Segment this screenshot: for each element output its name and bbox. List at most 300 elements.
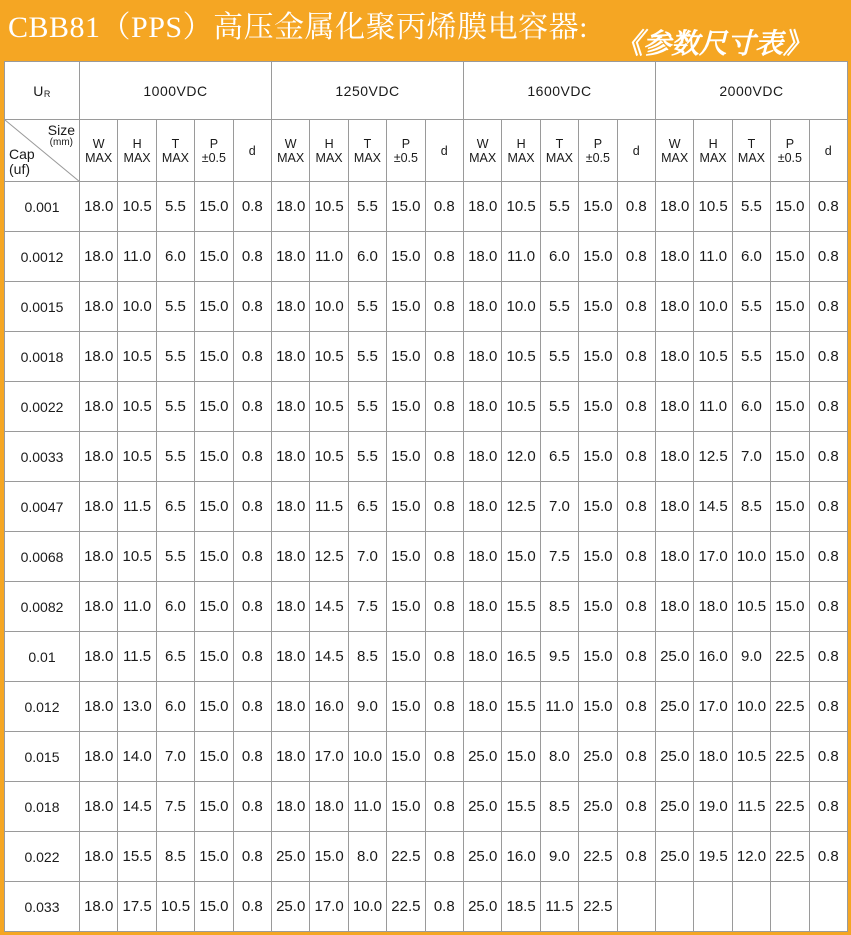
capacitance-cell: 0.022 xyxy=(5,832,80,882)
table-cell: 18.0 xyxy=(272,382,310,432)
table-cell: 18.0 xyxy=(464,632,502,682)
table-cell: 15.0 xyxy=(195,682,233,732)
table-cell: 15.0 xyxy=(195,832,233,882)
table-cell: 0.8 xyxy=(809,282,847,332)
table-cell: 0.8 xyxy=(617,282,655,332)
column-header-top: T xyxy=(747,136,756,151)
column-header-top: P xyxy=(209,136,219,151)
table-cell: 5.5 xyxy=(732,282,770,332)
table-cell: 15.0 xyxy=(195,732,233,782)
column-header-bottom: MAX xyxy=(661,150,689,165)
table-cell: 15.0 xyxy=(387,632,425,682)
table-cell: 5.5 xyxy=(156,332,194,382)
table-cell: 5.5 xyxy=(540,382,578,432)
column-header xyxy=(656,120,694,182)
capacitance-cell: 0.01 xyxy=(5,632,80,682)
table-row xyxy=(5,632,848,682)
column-header xyxy=(579,120,617,182)
capacitance-cell: 0.0022 xyxy=(5,382,80,432)
table-cell: 5.5 xyxy=(156,182,194,232)
column-header xyxy=(540,120,578,182)
table-cell: 7.5 xyxy=(348,582,386,632)
voltage-header-row xyxy=(5,62,848,120)
table-cell: 15.0 xyxy=(195,632,233,682)
table-cell: 18.0 xyxy=(80,382,118,432)
table-cell: 17.0 xyxy=(310,732,348,782)
table-cell: 15.0 xyxy=(387,582,425,632)
spec-table-container xyxy=(4,61,847,932)
column-header-top: P xyxy=(785,136,795,151)
table-cell: 18.0 xyxy=(80,782,118,832)
table-cell: 10.5 xyxy=(694,332,732,382)
table-cell: 8.0 xyxy=(348,832,386,882)
table-cell: 0.8 xyxy=(233,732,271,782)
table-cell: 6.0 xyxy=(348,232,386,282)
table-cell: 0.8 xyxy=(425,332,463,382)
column-header-bottom: MAX xyxy=(507,150,535,165)
table-cell: 18.0 xyxy=(272,432,310,482)
column-header-bottom: MAX xyxy=(353,150,382,165)
table-cell: 15.0 xyxy=(579,182,617,232)
column-header-top: T xyxy=(555,136,564,151)
table-cell: 18.0 xyxy=(80,282,118,332)
table-cell: 0.8 xyxy=(233,382,271,432)
table-cell: 15.0 xyxy=(195,482,233,532)
column-header-top: W xyxy=(668,136,681,151)
table-cell: 8.5 xyxy=(348,632,386,682)
column-header-top: d xyxy=(440,143,448,158)
cap-label xyxy=(9,147,35,177)
table-cell: 18.0 xyxy=(272,632,310,682)
table-cell: 18.0 xyxy=(80,732,118,782)
table-cell: 10.5 xyxy=(694,182,732,232)
table-cell: 15.0 xyxy=(195,432,233,482)
table-cell: 6.5 xyxy=(156,632,194,682)
table-cell: 10.5 xyxy=(732,582,770,632)
table-cell: 6.5 xyxy=(156,482,194,532)
ur-sub: R xyxy=(43,88,51,99)
table-cell: 0.8 xyxy=(425,482,463,532)
table-cell: 0.8 xyxy=(809,732,847,782)
table-cell: 0.8 xyxy=(809,432,847,482)
table-cell: 14.5 xyxy=(118,782,156,832)
column-header xyxy=(425,120,463,182)
page-header xyxy=(0,0,851,60)
column-header xyxy=(809,120,847,182)
table-cell: 15.0 xyxy=(387,182,425,232)
capacitance-cell: 0.015 xyxy=(5,732,80,782)
table-cell: 22.5 xyxy=(579,882,617,932)
table-cell xyxy=(809,882,847,932)
table-cell: 25.0 xyxy=(656,832,694,882)
table-cell: 15.0 xyxy=(579,232,617,282)
table-cell: 18.0 xyxy=(656,582,694,632)
table-cell: 0.8 xyxy=(233,182,271,232)
column-header-bottom: ±0.5 xyxy=(201,150,226,165)
table-cell: 6.0 xyxy=(156,682,194,732)
table-row xyxy=(5,182,848,232)
table-cell: 15.0 xyxy=(771,282,809,332)
table-cell: 5.5 xyxy=(732,332,770,382)
table-cell: 12.0 xyxy=(502,432,540,482)
table-cell: 15.0 xyxy=(310,832,348,882)
table-row xyxy=(5,732,848,782)
column-header-top: T xyxy=(363,136,372,151)
table-row xyxy=(5,332,848,382)
table-cell: 8.5 xyxy=(540,782,578,832)
table-cell: 15.0 xyxy=(579,582,617,632)
table-cell: 5.5 xyxy=(348,332,386,382)
table-cell: 0.8 xyxy=(233,682,271,732)
capacitance-cell: 0.012 xyxy=(5,682,80,732)
table-cell: 15.5 xyxy=(118,832,156,882)
column-header-bottom: MAX xyxy=(469,150,497,165)
column-header-bottom: ±0.5 xyxy=(777,150,802,165)
column-header-bottom: ±0.5 xyxy=(393,150,418,165)
table-cell: 0.8 xyxy=(809,482,847,532)
table-cell: 15.0 xyxy=(579,632,617,682)
table-cell: 0.8 xyxy=(233,782,271,832)
table-row xyxy=(5,782,848,832)
table-cell: 15.0 xyxy=(579,482,617,532)
table-cell: 15.0 xyxy=(387,332,425,382)
cap-text: Cap xyxy=(9,146,35,162)
table-cell: 0.8 xyxy=(425,232,463,282)
table-cell: 15.0 xyxy=(195,282,233,332)
table-cell: 18.0 xyxy=(80,832,118,882)
table-cell: 18.0 xyxy=(272,782,310,832)
table-cell: 0.8 xyxy=(425,182,463,232)
table-cell: 0.8 xyxy=(809,832,847,882)
table-cell: 5.5 xyxy=(348,382,386,432)
table-cell: 15.0 xyxy=(387,782,425,832)
table-cell: 18.0 xyxy=(656,182,694,232)
table-cell: 15.0 xyxy=(771,332,809,382)
table-cell: 15.0 xyxy=(195,582,233,632)
table-cell: 22.5 xyxy=(771,732,809,782)
table-cell: 18.0 xyxy=(656,532,694,582)
table-cell: 18.5 xyxy=(502,882,540,932)
table-cell: 22.5 xyxy=(771,682,809,732)
table-cell: 0.8 xyxy=(809,632,847,682)
column-header-bottom: MAX xyxy=(277,150,305,165)
table-cell: 0.8 xyxy=(617,182,655,232)
table-cell: 10.5 xyxy=(310,182,348,232)
column-header-bottom: MAX xyxy=(545,150,574,165)
table-cell: 18.0 xyxy=(80,182,118,232)
table-cell: 25.0 xyxy=(656,632,694,682)
table-cell: 6.0 xyxy=(732,232,770,282)
column-header-top: T xyxy=(171,136,180,151)
column-header-top: H xyxy=(132,136,142,151)
table-cell: 0.8 xyxy=(617,232,655,282)
table-cell: 18.0 xyxy=(656,432,694,482)
table-cell: 18.0 xyxy=(80,682,118,732)
table-cell: 11.0 xyxy=(118,232,156,282)
mm-label: (mm) xyxy=(49,137,73,148)
table-cell: 8.5 xyxy=(732,482,770,532)
column-header-top: H xyxy=(516,136,526,151)
table-cell: 18.0 xyxy=(272,682,310,732)
table-cell: 15.0 xyxy=(195,332,233,382)
size-label: Size xyxy=(47,122,75,138)
table-cell: 0.8 xyxy=(425,882,463,932)
table-cell: 9.0 xyxy=(348,682,386,732)
table-cell: 11.0 xyxy=(694,232,732,282)
table-cell: 10.0 xyxy=(348,732,386,782)
table-cell: 18.0 xyxy=(80,882,118,932)
table-cell xyxy=(771,882,809,932)
table-cell: 15.0 xyxy=(387,532,425,582)
table-cell: 0.8 xyxy=(233,632,271,682)
table-cell: 15.0 xyxy=(771,232,809,282)
table-cell: 10.0 xyxy=(502,282,540,332)
table-cell: 0.8 xyxy=(809,782,847,832)
table-cell: 16.0 xyxy=(694,632,732,682)
table-cell: 15.0 xyxy=(195,232,233,282)
table-cell: 18.0 xyxy=(80,482,118,532)
capacitance-cell: 0.0047 xyxy=(5,482,80,532)
voltage-header: 2000VDC xyxy=(656,62,848,120)
table-cell: 0.8 xyxy=(233,832,271,882)
table-cell: 10.5 xyxy=(310,382,348,432)
table-cell: 18.0 xyxy=(464,282,502,332)
table-cell: 10.5 xyxy=(502,382,540,432)
table-cell: 0.8 xyxy=(425,382,463,432)
table-cell: 6.0 xyxy=(156,232,194,282)
table-cell: 18.0 xyxy=(464,682,502,732)
table-cell: 0.8 xyxy=(809,532,847,582)
table-cell: 10.5 xyxy=(118,332,156,382)
table-cell: 5.5 xyxy=(540,282,578,332)
table-cell: 6.0 xyxy=(732,382,770,432)
column-header-top: d xyxy=(632,143,640,158)
table-cell: 15.0 xyxy=(771,432,809,482)
column-header xyxy=(310,120,348,182)
table-row xyxy=(5,532,848,582)
table-row xyxy=(5,432,848,482)
table-cell: 10.0 xyxy=(732,682,770,732)
rated-voltage-label xyxy=(5,62,80,120)
table-cell: 22.5 xyxy=(387,882,425,932)
table-cell: 25.0 xyxy=(656,682,694,732)
table-cell: 7.5 xyxy=(156,782,194,832)
column-header-bottom: ±0.5 xyxy=(585,150,610,165)
table-row xyxy=(5,682,848,732)
table-cell: 15.0 xyxy=(387,382,425,432)
column-header xyxy=(732,120,770,182)
table-cell: 15.0 xyxy=(387,482,425,532)
table-cell: 0.8 xyxy=(617,632,655,682)
column-header-top: H xyxy=(708,136,718,151)
capacitance-cell: 0.0018 xyxy=(5,332,80,382)
table-cell: 0.8 xyxy=(233,582,271,632)
table-cell: 0.8 xyxy=(425,532,463,582)
table-cell: 0.8 xyxy=(617,782,655,832)
table-cell: 22.5 xyxy=(579,832,617,882)
table-cell: 18.0 xyxy=(656,282,694,332)
column-header-row xyxy=(5,120,848,182)
column-header-top: d xyxy=(248,143,256,158)
table-cell: 18.0 xyxy=(80,632,118,682)
table-cell: 10.5 xyxy=(310,332,348,382)
table-cell: 0.8 xyxy=(809,682,847,732)
column-header-bottom: MAX xyxy=(699,150,727,165)
table-cell: 6.0 xyxy=(156,582,194,632)
table-cell: 18.0 xyxy=(694,732,732,782)
table-cell: 10.0 xyxy=(694,282,732,332)
ur-main: U xyxy=(33,82,44,99)
table-cell: 18.0 xyxy=(464,532,502,582)
table-cell: 0.8 xyxy=(425,782,463,832)
table-cell: 17.0 xyxy=(694,532,732,582)
table-cell: 8.0 xyxy=(540,732,578,782)
column-header xyxy=(118,120,156,182)
table-body xyxy=(5,182,848,932)
table-cell: 11.0 xyxy=(540,682,578,732)
table-cell xyxy=(732,882,770,932)
table-cell: 22.5 xyxy=(771,832,809,882)
table-cell: 0.8 xyxy=(425,582,463,632)
column-header xyxy=(80,120,118,182)
table-cell: 10.5 xyxy=(502,182,540,232)
capacitance-cell: 0.0082 xyxy=(5,582,80,632)
column-header-top: P xyxy=(401,136,411,151)
table-cell: 15.0 xyxy=(195,782,233,832)
table-cell: 18.0 xyxy=(656,382,694,432)
table-cell: 18.0 xyxy=(80,432,118,482)
table-cell: 0.8 xyxy=(617,832,655,882)
table-cell: 5.5 xyxy=(540,332,578,382)
table-cell: 25.0 xyxy=(464,882,502,932)
table-cell: 18.0 xyxy=(80,532,118,582)
table-cell: 5.5 xyxy=(348,182,386,232)
capacitance-cell: 0.0068 xyxy=(5,532,80,582)
table-cell: 10.5 xyxy=(310,432,348,482)
column-header-top: W xyxy=(284,136,297,151)
table-cell: 15.0 xyxy=(502,732,540,782)
table-cell: 25.0 xyxy=(464,732,502,782)
table-cell: 15.0 xyxy=(579,382,617,432)
column-header xyxy=(771,120,809,182)
table-cell: 10.5 xyxy=(118,382,156,432)
table-cell: 25.0 xyxy=(464,782,502,832)
table-cell: 7.0 xyxy=(348,532,386,582)
corner-header xyxy=(5,120,80,182)
table-cell: 14.0 xyxy=(118,732,156,782)
table-row xyxy=(5,232,848,282)
table-cell: 13.0 xyxy=(118,682,156,732)
table-cell: 9.0 xyxy=(732,632,770,682)
voltage-header: 1000VDC xyxy=(80,62,272,120)
table-cell: 18.0 xyxy=(464,582,502,632)
column-header-bottom: MAX xyxy=(123,150,151,165)
table-cell: 18.0 xyxy=(272,482,310,532)
table-cell: 18.0 xyxy=(80,332,118,382)
table-cell: 15.5 xyxy=(502,782,540,832)
column-header-top: W xyxy=(92,136,105,151)
table-cell: 15.0 xyxy=(771,532,809,582)
table-cell: 15.0 xyxy=(771,582,809,632)
table-cell: 18.0 xyxy=(694,582,732,632)
table-cell: 25.0 xyxy=(464,832,502,882)
table-cell: 9.5 xyxy=(540,632,578,682)
table-cell: 15.0 xyxy=(195,182,233,232)
table-cell: 10.0 xyxy=(310,282,348,332)
table-cell: 18.0 xyxy=(310,782,348,832)
table-cell: 25.0 xyxy=(656,782,694,832)
table-cell: 7.0 xyxy=(732,432,770,482)
table-cell: 25.0 xyxy=(656,732,694,782)
table-cell: 18.0 xyxy=(656,332,694,382)
table-cell: 8.5 xyxy=(156,832,194,882)
table-cell: 0.8 xyxy=(617,432,655,482)
page-subtitle: 《参数尺寸表》 xyxy=(614,29,811,60)
table-cell: 10.5 xyxy=(732,732,770,782)
table-cell: 0.8 xyxy=(425,632,463,682)
table-cell: 0.8 xyxy=(233,432,271,482)
table-cell: 17.5 xyxy=(118,882,156,932)
table-cell: 15.0 xyxy=(387,232,425,282)
voltage-header: 1600VDC xyxy=(464,62,656,120)
table-cell: 0.8 xyxy=(233,482,271,532)
table-cell: 9.0 xyxy=(540,832,578,882)
column-header-top: W xyxy=(476,136,489,151)
table-cell: 10.0 xyxy=(732,532,770,582)
table-cell: 15.0 xyxy=(579,432,617,482)
table-cell: 6.5 xyxy=(540,432,578,482)
capacitance-cell: 0.0033 xyxy=(5,432,80,482)
table-cell: 15.0 xyxy=(195,382,233,432)
table-cell: 18.0 xyxy=(464,332,502,382)
table-cell: 15.0 xyxy=(387,282,425,332)
table-cell: 25.0 xyxy=(272,832,310,882)
table-cell: 0.8 xyxy=(617,682,655,732)
table-cell: 15.5 xyxy=(502,582,540,632)
capacitance-cell: 0.001 xyxy=(5,182,80,232)
capacitance-cell: 0.0015 xyxy=(5,282,80,332)
table-cell: 0.8 xyxy=(425,282,463,332)
table-cell: 10.5 xyxy=(502,332,540,382)
table-cell: 18.0 xyxy=(464,182,502,232)
table-cell: 18.0 xyxy=(272,232,310,282)
column-header-top: P xyxy=(593,136,603,151)
table-cell: 15.0 xyxy=(579,532,617,582)
table-cell: 5.5 xyxy=(540,182,578,232)
table-cell: 0.8 xyxy=(809,332,847,382)
table-row xyxy=(5,882,848,932)
table-cell: 10.5 xyxy=(118,182,156,232)
capacitance-cell: 0.033 xyxy=(5,882,80,932)
table-cell: 0.8 xyxy=(233,282,271,332)
table-cell: 12.5 xyxy=(694,432,732,482)
table-cell: 12.5 xyxy=(502,482,540,532)
table-cell: 22.5 xyxy=(387,832,425,882)
table-cell: 18.0 xyxy=(272,732,310,782)
table-cell: 15.0 xyxy=(387,682,425,732)
table-cell: 15.5 xyxy=(502,682,540,732)
column-header-bottom: MAX xyxy=(161,150,190,165)
table-row xyxy=(5,282,848,332)
table-cell: 18.0 xyxy=(464,432,502,482)
table-cell: 15.0 xyxy=(195,532,233,582)
column-header xyxy=(195,120,233,182)
table-cell: 0.8 xyxy=(233,232,271,282)
table-cell: 18.0 xyxy=(272,582,310,632)
table-cell: 25.0 xyxy=(579,732,617,782)
table-cell: 0.8 xyxy=(617,732,655,782)
table-cell: 15.0 xyxy=(579,332,617,382)
